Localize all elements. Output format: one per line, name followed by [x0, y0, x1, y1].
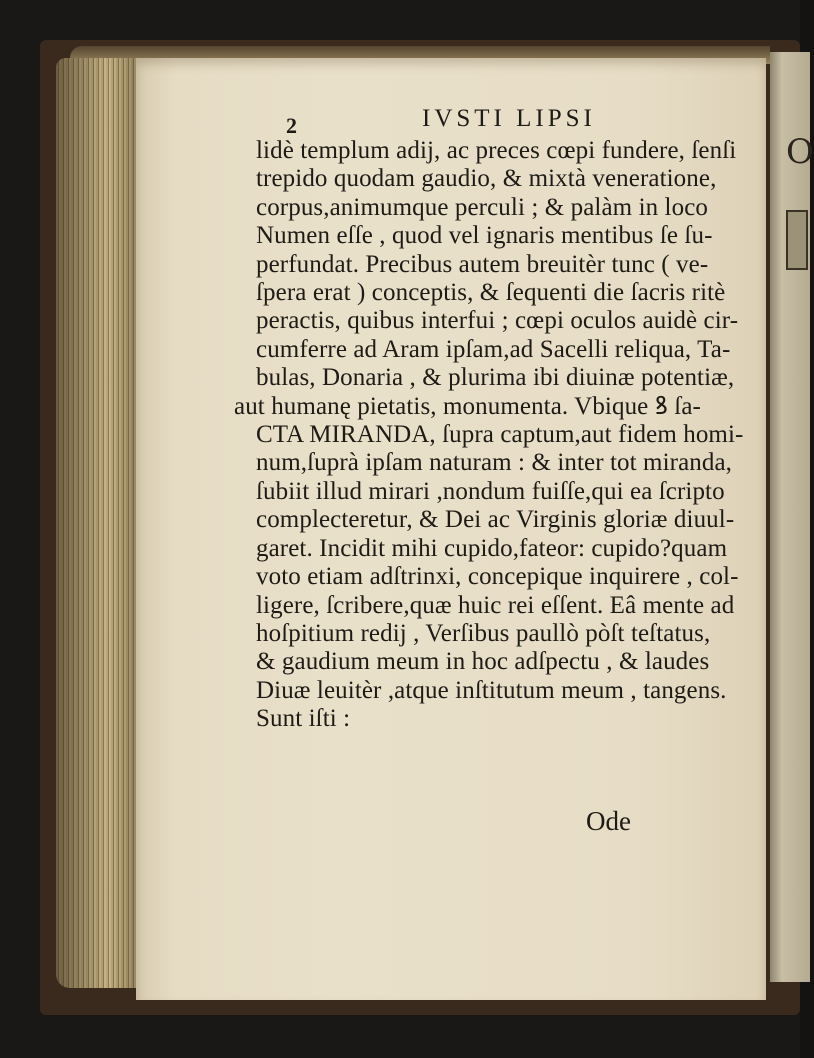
text-line: aut humanę pietatis, monumenta. Vbique ꝸ ſa- — [234, 392, 701, 420]
text-line: & gaudium meum in hoc adſpectu , & laudes — [256, 648, 710, 676]
text-line: corpus,animumque perculi ; & palàm in loco — [256, 193, 709, 221]
text-line: lidè templum adij, ac preces cœpi fundere, ſenſi — [256, 137, 737, 164]
text-line: num,ſuprà ipſam naturam : & inter tot miranda, — [256, 449, 733, 477]
text-line: ſpera erat ) conceptis, & ſequenti die ſacris ritè — [256, 279, 726, 307]
text-line: CTA MIRANDA, ſupra captum,aut fidem homi- — [256, 421, 744, 449]
text-line: garet. Incidit mihi cupido,fateor: cupido?quam — [256, 534, 728, 562]
text-line: cumferre ad Aram ipſam,ad Sacelli reliqua, Ta- — [256, 335, 731, 363]
text-line: trepido quodam gaudio, & mixtà veneratione, — [256, 165, 717, 193]
text-line: peractis, quibus interfui ; cœpi oculos auidè cir- — [256, 307, 739, 335]
text-line: bulas, Donaria , & plurima ibi diuinæ potentiæ, — [256, 364, 735, 392]
running-head — [256, 103, 756, 137]
header-title: IVSTI LIPSI — [422, 105, 596, 132]
text-line: Numen eſſe , quod vel ignaris mentibus ſe ſu- — [256, 222, 713, 250]
text-line: ſubiit illud mirari ,nondum fuiſſe,qui ea ſcripto — [256, 477, 725, 505]
text-line: hoſpitium redij , Verſibus paullò pòſt teſtatus, — [256, 619, 711, 647]
catchword: Ode — [586, 805, 631, 836]
catchword-row — [256, 734, 756, 834]
page-text — [234, 103, 756, 836]
text-line: Sunt iſti : — [256, 705, 351, 733]
page-number: 2 — [286, 113, 297, 138]
text-line: complecteretur, & Dei ac Virginis gloriæ diuul- — [256, 506, 735, 534]
facing-page-figure — [786, 210, 808, 270]
page-edges-shadow — [56, 58, 142, 988]
facing-page-sliver — [770, 52, 810, 982]
text-line: Diuæ leuitèr ,atque inſtitutum meum , tangens. — [256, 676, 727, 704]
text-line: ligere, ſcribere,quæ huic rei eſſent. Eâ mente ad — [256, 591, 735, 619]
facing-page-letter: O — [786, 132, 814, 172]
text-line: perfundat. Precibus autem breuitèr tunc ( ve- — [256, 250, 709, 278]
text-line: voto etiam adſtrinxi, concepique inquirere , col- — [256, 563, 739, 591]
